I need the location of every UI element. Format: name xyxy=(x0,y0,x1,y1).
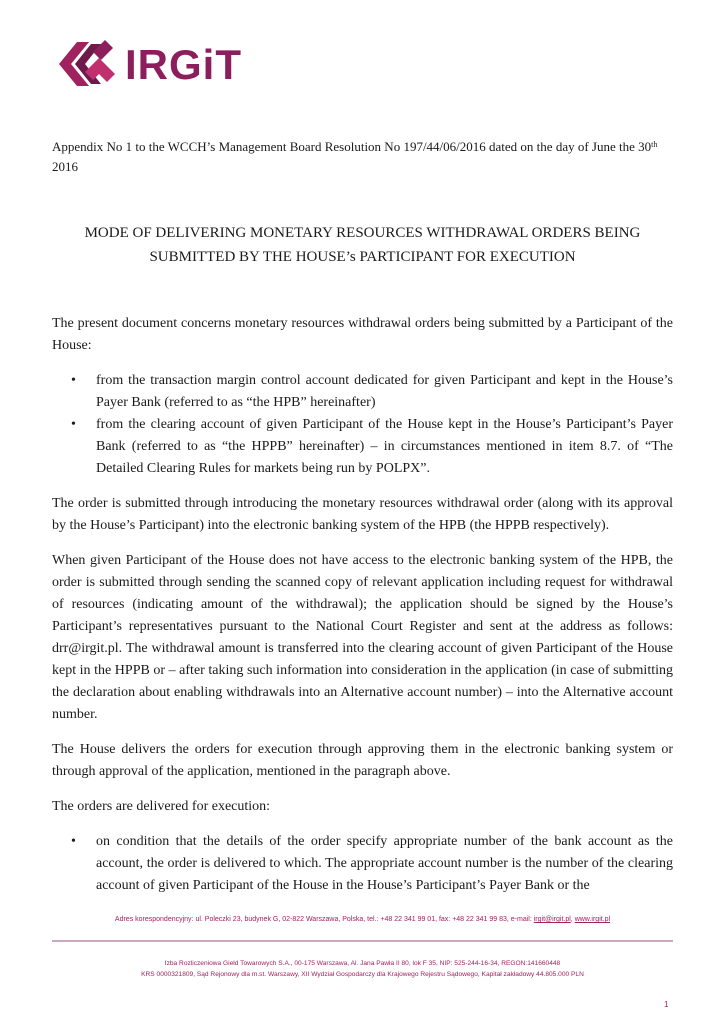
bullet-icon: • xyxy=(71,417,76,432)
paragraph-no-access: When given Participant of the House does not have access to the electronic banking system of the HPB, the order is submitted through sending the scanned copy of relevant application including request for withdrawal of resources (indicating amount of the withdrawal); the application should be signed by the House’s Participant’s representatives pursuant to the National Court Register and sent at the address as follows: drr@irgit.pl. The withdrawal amount is transferred into the clearing account of given Participant of the House kept in the HPPB or – after taking such information into consideration in the application (in case of submitting the declaration about enabling withdrawals into an Alternative account number) – into the Alternative account number. xyxy=(52,553,673,722)
irgit-logo-icon xyxy=(55,36,119,94)
document-title xyxy=(52,221,673,269)
source-account-list xyxy=(52,370,673,480)
appendix-text: Appendix No 1 to the WCCH’s Management Board Resolution No 197/44/06/2016 dated on the day of June the 30 xyxy=(52,139,652,154)
footer-email-link[interactable]: irgit@irgit.pl xyxy=(533,916,571,923)
bullet-icon: • xyxy=(71,373,76,388)
list-item xyxy=(52,370,673,414)
footer-contact-line xyxy=(0,916,725,923)
bullet-icon: • xyxy=(71,834,76,849)
footer-separator: , xyxy=(570,916,575,923)
footer-registry-line: KRS 0000321809, Sąd Rejonowy dla m.st. Warszawy, XII Wydział Gospodarczy dla Krajowego Rejestru Sądowego, Kapitał zakładowy 44.805.000 PLN xyxy=(141,971,584,978)
paragraph-delivery-conditions: The orders are delivered for execution: xyxy=(52,799,271,814)
footer-divider xyxy=(52,940,673,942)
page-number: 1 xyxy=(664,1000,669,1009)
title-line-1: MODE OF DELIVERING MONETARY RESOURCES WITHDRAWAL ORDERS BEING xyxy=(84,225,641,241)
conditions-list xyxy=(52,831,673,897)
list-item xyxy=(52,831,673,897)
paragraph-order-submission: The order is submitted through introducing the monetary resources withdrawal order (along with its approval by the House’s Participant) into the electronic banking system of the HPB (the HPPB respectively). xyxy=(52,496,673,533)
footer-company-line: Izba Rozliczeniowa Giełd Towarowych S.A., 00-175 Warszawa, Al. Jana Pawła II 80, lok F 35, NIP: 525-244-16-34, REGON:141660448 xyxy=(164,960,561,967)
list-item xyxy=(52,414,673,480)
paragraph-house-delivery: The House delivers the orders for execution through approving them in the electronic banking system or through approval of the application, mentioned in the paragraph above. xyxy=(52,742,673,779)
appendix-superscript: th xyxy=(651,140,658,149)
appendix-line xyxy=(52,137,672,177)
list-item-text: from the clearing account of given Participant of the House kept in the House’s Participant’s Payer Bank (referred to as “the HPPB” hereinafter) – in circumstances mentioned in item 8.7. of “The Detailed Clearing Rules for markets being run by POLPX”. xyxy=(96,417,673,476)
footer-website-link[interactable]: www.irgit.pl xyxy=(574,916,611,923)
footer-company-info xyxy=(0,958,725,980)
logo-wordmark: IRGiT xyxy=(125,41,242,88)
list-item-text: on condition that the details of the order specify appropriate number of the bank account as the account, the order is delivered to which. The appropriate account number is the number of the clearing account of given Participant of the House in the House’s Participant’s Payer Bank or the xyxy=(96,834,673,893)
company-logo xyxy=(55,36,242,94)
footer-address: Adres korespondencyjny: ul. Poleczki 23, budynek G, 02-822 Warszawa, Polska, tel.: +48 22 341 99 01, fax: +48 22 341 99 83, e-mail: xyxy=(114,916,534,923)
title-line-2: SUBMITTED BY THE HOUSE’s PARTICIPANT FOR EXECUTION xyxy=(149,249,576,265)
appendix-year: 2016 xyxy=(52,159,78,174)
document-body xyxy=(52,313,673,910)
intro-paragraph: The present document concerns monetary resources withdrawal orders being submitted by a Participant of the House: xyxy=(52,316,673,353)
list-item-text: from the transaction margin control account dedicated for given Participant and kept in the House’s Payer Bank (referred to as “the HPB” hereinafter) xyxy=(96,373,673,410)
